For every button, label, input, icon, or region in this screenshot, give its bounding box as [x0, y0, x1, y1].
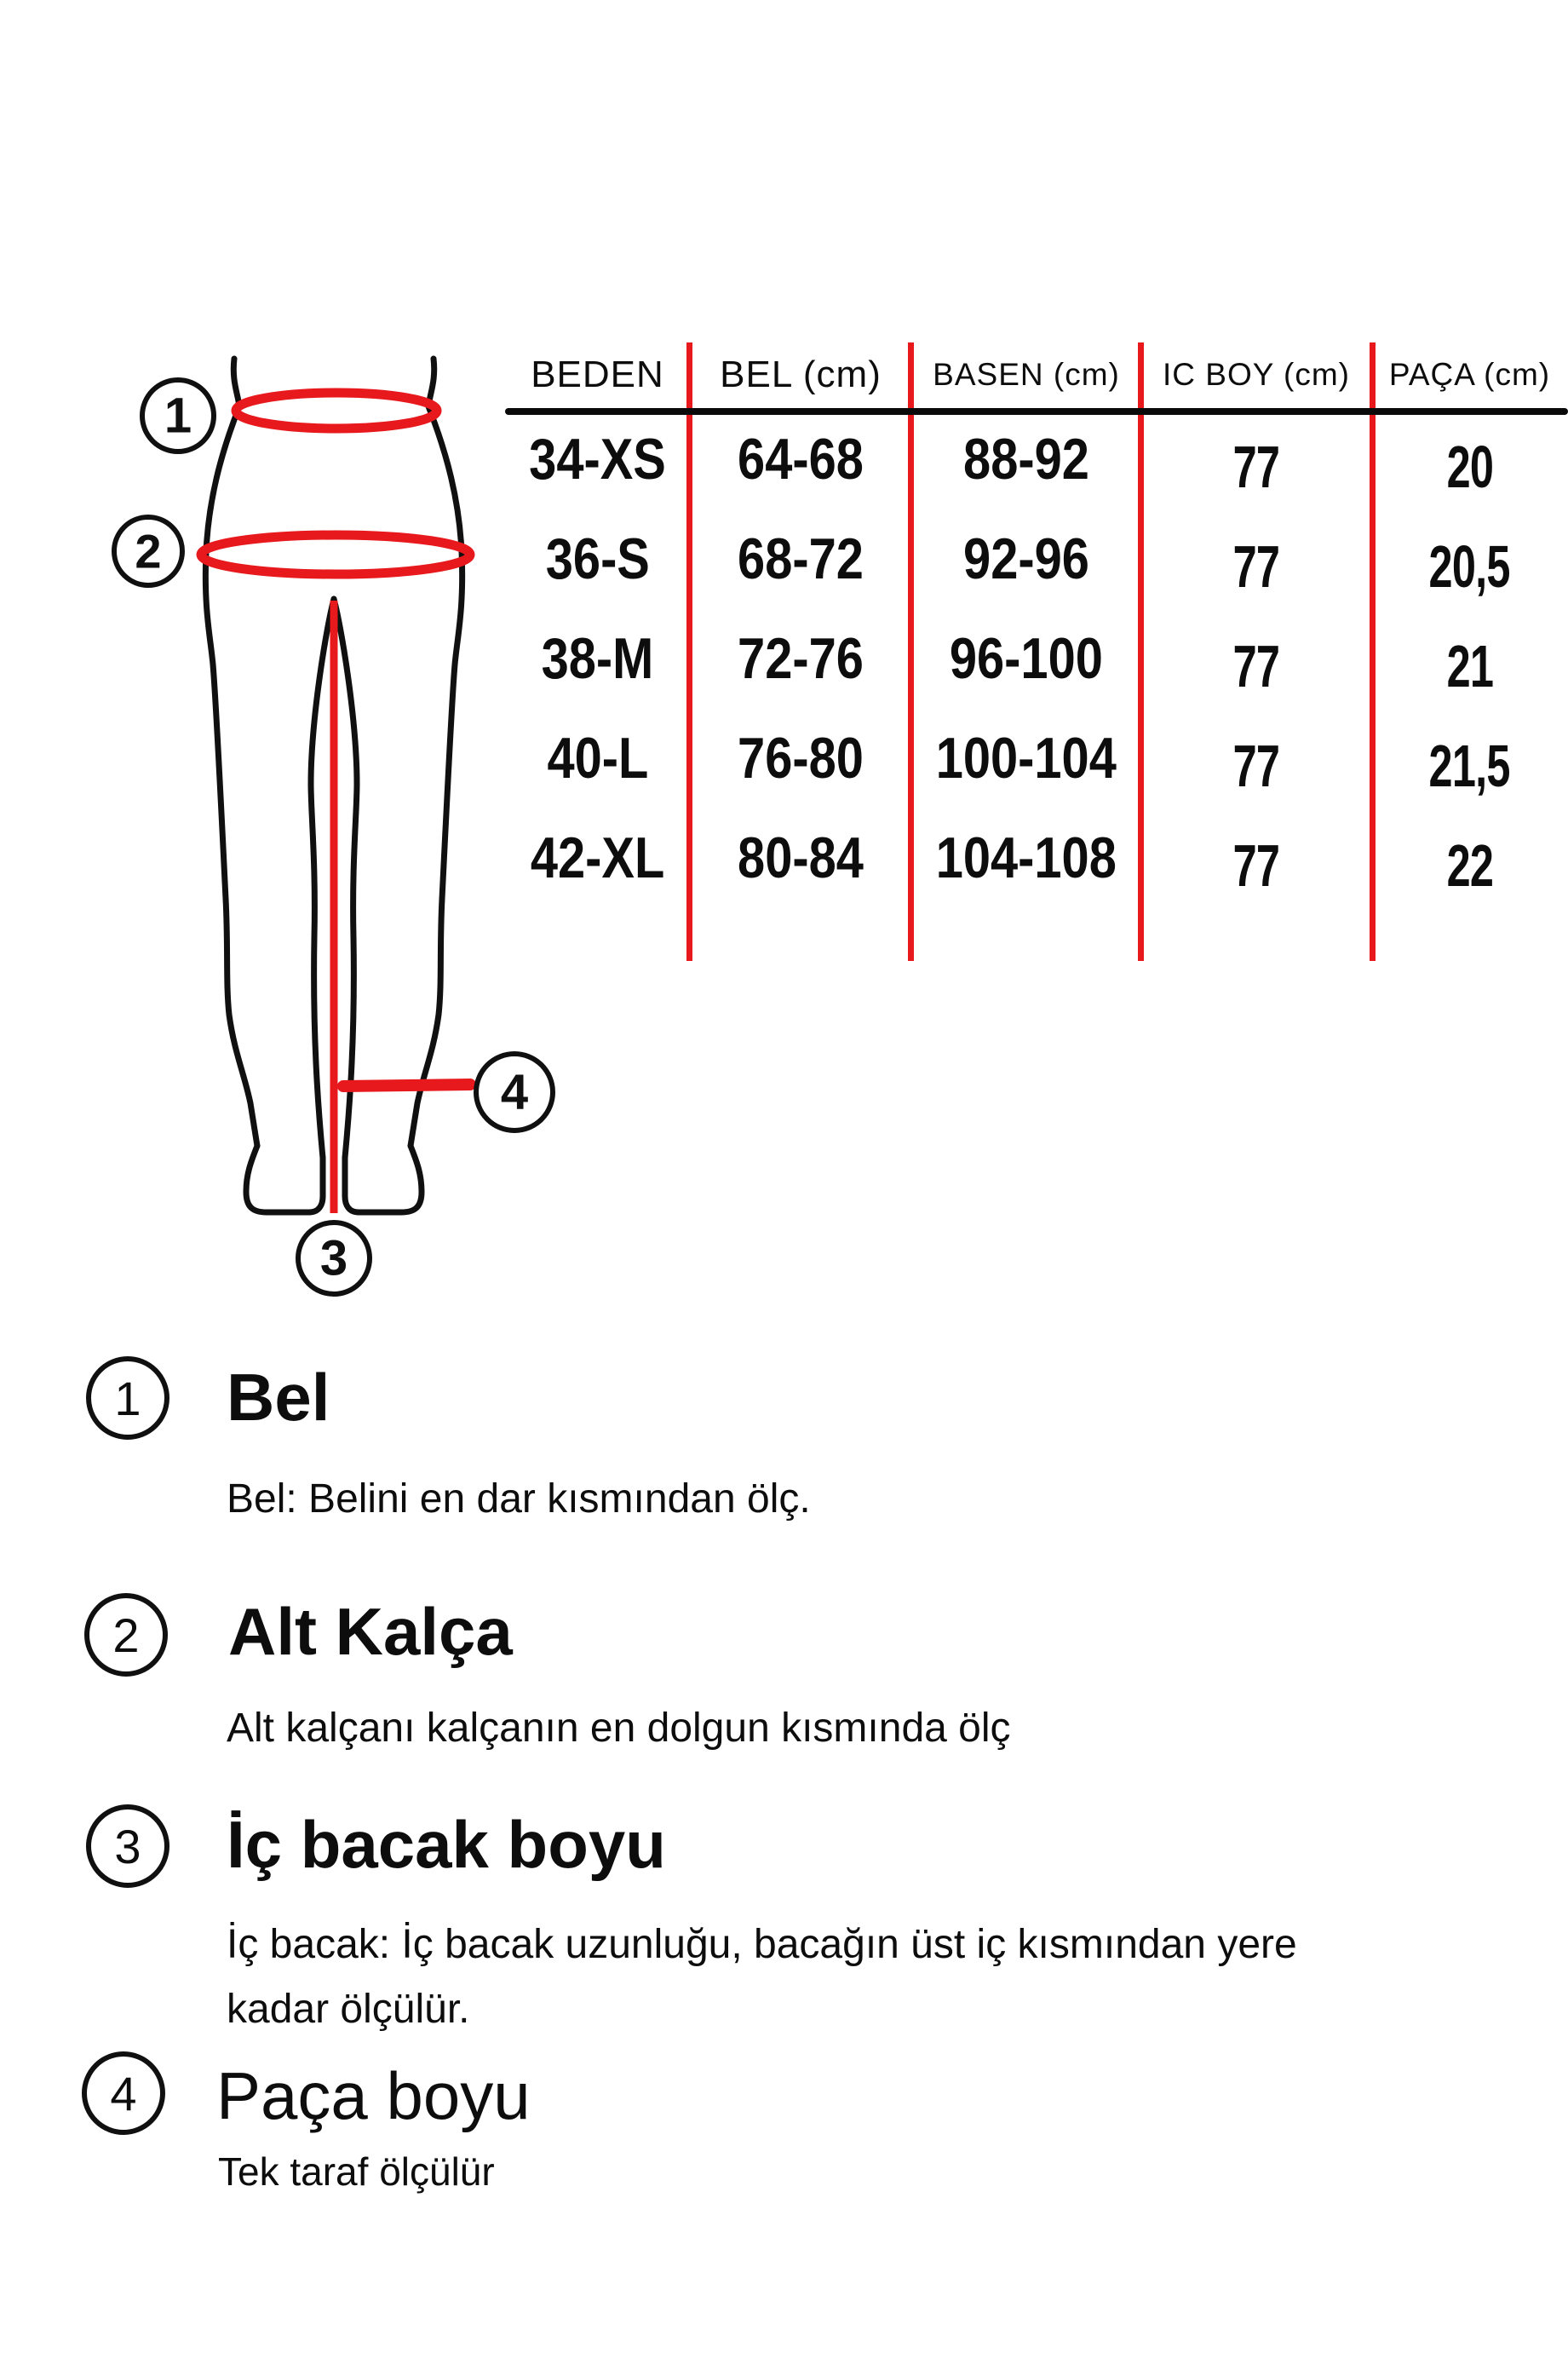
table-cell: 72-76 — [738, 625, 864, 691]
table-cell: 92-96 — [963, 526, 1089, 591]
hem-measure-line — [343, 1084, 470, 1086]
table-cell: 21,5 — [1428, 732, 1511, 799]
table-cell: 100-104 — [935, 725, 1117, 791]
diagram-marker-3-number: 3 — [319, 1230, 348, 1286]
table-cell: 77 — [1232, 433, 1280, 500]
diagram-marker-2 — [114, 517, 182, 585]
column-header-ic-boy: IC BOY (cm) — [1163, 357, 1350, 392]
table-cell: 77 — [1232, 532, 1280, 600]
table-cell: 77 — [1232, 831, 1280, 899]
legend-item-1-description: Bel: Belini en dar kısmından ölç. — [227, 1476, 811, 1522]
column-header-basen: BASEN (cm) — [933, 357, 1120, 392]
table-cell: 77 — [1232, 732, 1280, 799]
table-cell: 68-72 — [738, 526, 864, 591]
diagram-marker-3 — [298, 1223, 370, 1294]
hip-measure-ellipse — [201, 535, 470, 574]
legend-item-3-badge — [86, 1804, 169, 1888]
legend-item-2-badge — [84, 1593, 168, 1677]
size-table-header — [505, 345, 1568, 405]
legend-item-3-number: 3 — [114, 1819, 141, 1873]
diagram-marker-1 — [142, 380, 214, 452]
table-cell: 38-M — [541, 625, 654, 691]
table-cell: 36-S — [545, 526, 650, 591]
table-cell: 40-L — [547, 725, 648, 791]
table-cell: 22 — [1446, 831, 1493, 899]
legend-item-1-badge — [86, 1356, 169, 1440]
legend-item-4-title: Paça boyu — [216, 2058, 531, 2133]
table-cell: 88-92 — [963, 426, 1089, 492]
table-cell: 80-84 — [738, 825, 864, 890]
legend-item-2-description: Alt kalçanı kalçanın en dolgun kısmında ölç — [227, 1706, 1011, 1751]
diagram-marker-4 — [476, 1054, 553, 1130]
legend-item-4-description: Tek taraf ölçülür — [218, 2149, 495, 2194]
column-header-bel: BEL (cm) — [720, 354, 882, 395]
legend-item-1-number: 1 — [114, 1371, 141, 1425]
waist-measure-ellipse — [236, 393, 437, 429]
table-cell: 77 — [1232, 632, 1280, 699]
diagram-marker-4-number: 4 — [500, 1064, 529, 1120]
table-cell: 76-80 — [738, 725, 864, 791]
legend-item-2-number: 2 — [112, 1608, 140, 1662]
legend-item-3-title: İç bacak boyu — [227, 1807, 666, 1882]
legend-item-1-title: Bel — [227, 1360, 330, 1435]
diagram-marker-2-number: 2 — [135, 524, 162, 578]
table-cell: 96-100 — [950, 625, 1103, 691]
diagram-marker-1-number: 1 — [164, 388, 192, 444]
table-cell: 64-68 — [738, 426, 864, 492]
table-cell: 20,5 — [1428, 532, 1511, 600]
table-cell: 104-108 — [935, 825, 1117, 890]
legend-item-4-number: 4 — [110, 2066, 137, 2120]
table-cell: 42-XL — [530, 825, 665, 890]
table-cell: 20 — [1446, 433, 1493, 500]
legend-item-2-title: Alt Kalça — [228, 1594, 513, 1669]
column-header-beden: BEDEN — [531, 354, 664, 395]
legend-item-3-description: İç bacak: İç bacak uzunluğu, bacağın üst iç kısmından yere kadar ölçülür. — [227, 1922, 1297, 2032]
table-cell: 21 — [1446, 632, 1493, 699]
size-table-body — [505, 409, 1568, 907]
legend-item-4-badge — [82, 2051, 165, 2135]
column-header-paca: PAÇA (cm) — [1388, 357, 1551, 392]
table-cell: 34-XS — [529, 426, 666, 492]
